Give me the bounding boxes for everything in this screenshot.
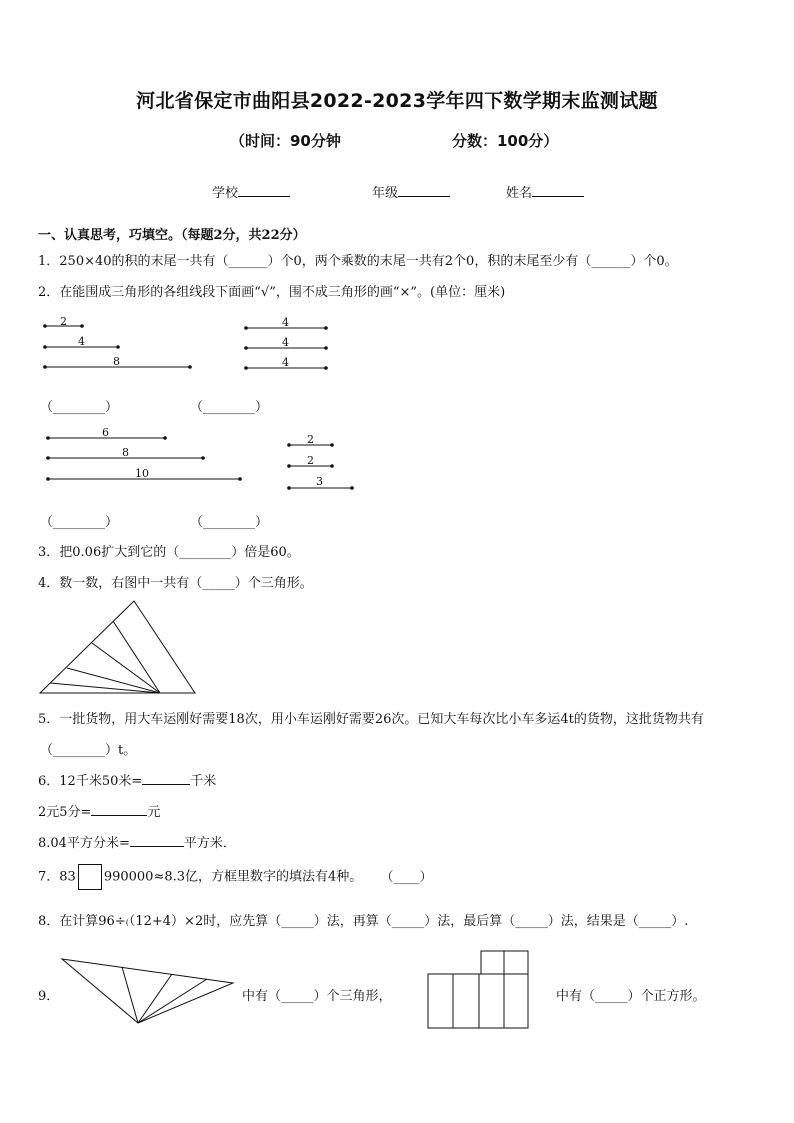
question-5-answer: （________）t。 bbox=[40, 743, 137, 758]
q4-triangle-figure bbox=[40, 601, 195, 693]
seg-label: 2 bbox=[307, 433, 314, 446]
grade-label: 年级 bbox=[372, 186, 399, 201]
question-6c: 8.04平方分米= 平方米． bbox=[38, 836, 236, 851]
answer-blank-b[interactable]: （________） bbox=[190, 400, 269, 415]
answer-line[interactable] bbox=[142, 772, 190, 785]
answer-line[interactable] bbox=[91, 803, 147, 816]
section-heading: 一、认真思考，巧填空。（每题2分，共22分） bbox=[38, 228, 306, 243]
question-9-triangles: 中有（_____）个三角形， bbox=[242, 989, 392, 1004]
question-6b: 2元5分= 元 bbox=[38, 805, 161, 820]
page-title: 河北省保定市曲阳县2022-2023学年四下数学期末监测试题 bbox=[136, 90, 658, 112]
q9-squares-figure bbox=[428, 951, 528, 1028]
seg-label: 4 bbox=[282, 316, 289, 329]
seg-label: 8 bbox=[113, 355, 120, 368]
question-3: 3．把0.06扩大到它的（________）倍是60。 bbox=[38, 545, 300, 560]
exam-score: 分数：100分） bbox=[452, 132, 559, 150]
question-9-number: 9． bbox=[38, 989, 60, 1004]
name-label: 姓名 bbox=[506, 186, 533, 201]
question-4: 4．数一数，右图中一共有（_____）个三角形。 bbox=[38, 576, 313, 591]
question-2: 2．在能围成三角形的各组线段下面画“√”，围不成三角形的画“×”。(单位：厘米) bbox=[38, 285, 506, 300]
exam-time: （时间：90分钟 bbox=[230, 132, 341, 150]
answer-blank-c[interactable]: （________） bbox=[40, 515, 119, 530]
seg-label: 4 bbox=[282, 356, 289, 369]
question-5: 5．一批货物，用大车运刚好需要18次，用小车运刚好需要26次。已知大车每次比小车多运4t的货物，这批货物共有 bbox=[38, 712, 704, 727]
seg-label: 6 bbox=[102, 426, 109, 439]
seg-label: 3 bbox=[316, 475, 323, 488]
question-7: 7．83 990000≈8.3亿，方框里数字的填法有4种。 （____） bbox=[38, 864, 432, 890]
seg-label: 2 bbox=[307, 454, 314, 467]
digit-box[interactable] bbox=[78, 864, 102, 890]
answer-blank-a[interactable]: （________） bbox=[40, 400, 119, 415]
seg-label: 10 bbox=[135, 467, 149, 480]
seg-label: 2 bbox=[60, 315, 67, 328]
question-1: 1．250×40的积的末尾一共有（______）个0，两个乘数的末尾一共有2个0，积的末尾至少有（______）个0。 bbox=[38, 254, 678, 269]
answer-blank-d[interactable]: （________） bbox=[190, 515, 269, 530]
seg-label: 4 bbox=[78, 335, 85, 348]
seg-label: 4 bbox=[282, 336, 289, 349]
seg-label: 8 bbox=[122, 446, 129, 459]
q9-triangle-figure bbox=[62, 959, 233, 1023]
judge-blank[interactable]: （____） bbox=[380, 869, 433, 885]
question-6a: 6．12千米50米= 千米 bbox=[38, 774, 217, 789]
answer-line[interactable] bbox=[130, 834, 184, 847]
question-9-squares: 中有（_____）个正方形。 bbox=[556, 989, 706, 1004]
question-8: 8．在计算96÷(（12+4）×2时，应先算（_____）法，再算（_____）法，最后算（_____）法，结果是（_____）. bbox=[38, 914, 689, 929]
school-label: 学校 bbox=[212, 186, 239, 201]
